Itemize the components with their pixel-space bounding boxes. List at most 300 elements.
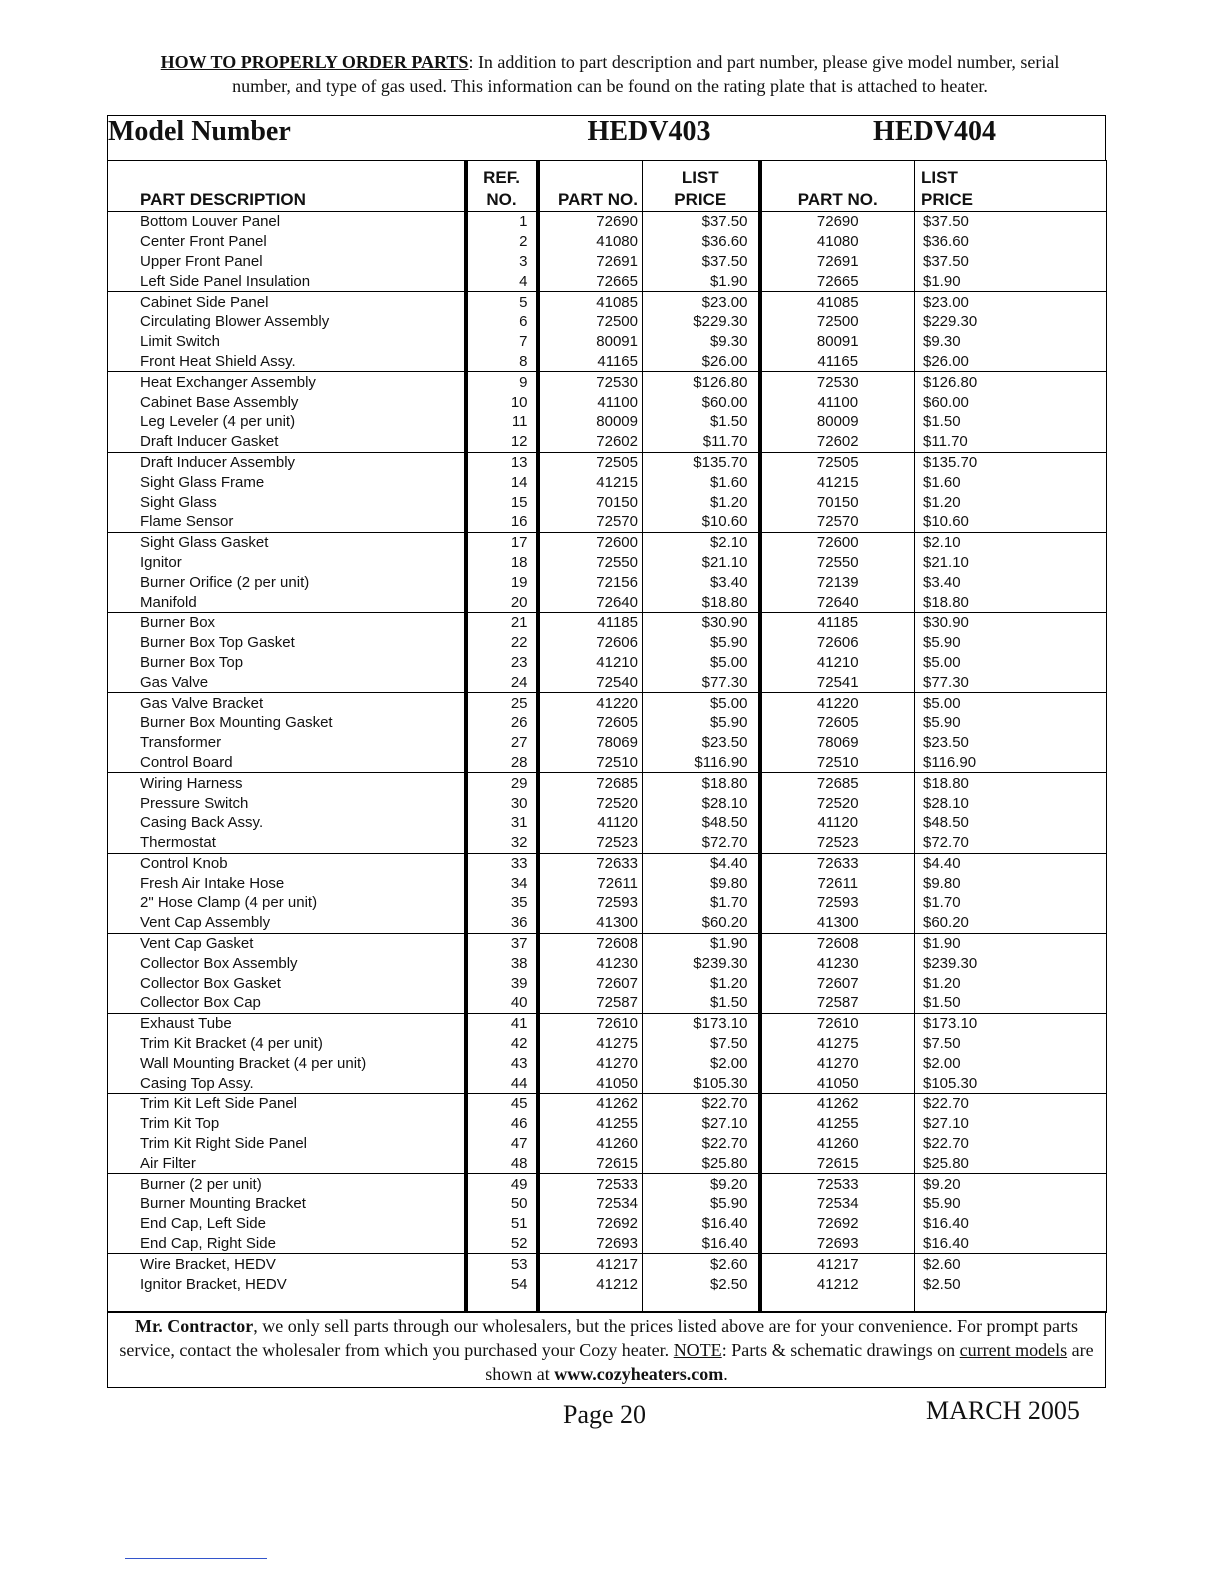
list-price-hedv404: $7.50: [915, 1034, 1107, 1054]
part-no-hedv404: 72530: [760, 372, 915, 392]
contractor-text-a: , we only sell parts through our wholesalers, but the prices listed above are for your convenience. For prompt parts service, contact the wholesaler from which you purchased your Cozy heater.: [119, 1316, 1079, 1360]
list-price-hedv404: $37.50: [915, 212, 1107, 232]
part-description: Burner (2 per unit): [108, 1174, 466, 1194]
part-no-hedv403: 78069: [538, 733, 643, 753]
part-no-hedv404: 72640: [760, 592, 915, 612]
ref-no: 22: [466, 633, 538, 653]
list-price-hedv403: $72.70: [643, 833, 760, 853]
table-row: [108, 212, 1107, 232]
part-no-hedv403: 72505: [538, 452, 643, 472]
part-no-hedv403: 72640: [538, 592, 643, 612]
part-description: Gas Valve Bracket: [108, 693, 466, 713]
website-link[interactable]: www.cozyheaters.com: [554, 1364, 724, 1384]
part-description: Vent Cap Gasket: [108, 933, 466, 953]
list-price-hedv403: $11.70: [643, 432, 760, 452]
spacer-cell: [760, 1294, 915, 1313]
part-description: Casing Top Assy.: [108, 1073, 466, 1093]
ref-no: 39: [466, 973, 538, 993]
ref-no: 32: [466, 833, 538, 853]
list-price-hedv403: $1.50: [643, 412, 760, 432]
ref-no: 1: [466, 212, 538, 232]
part-no-hedv404: 41270: [760, 1053, 915, 1073]
part-description: Ignitor: [108, 553, 466, 573]
table-row: [108, 913, 1107, 933]
table-row: [108, 472, 1107, 492]
part-no-hedv404: 41050: [760, 1073, 915, 1093]
table-row: [108, 1254, 1107, 1274]
list-price-hedv403: $2.60: [643, 1254, 760, 1274]
part-no-hedv404: 41185: [760, 612, 915, 632]
ordering-instructions-text-1: : In addition to part description and part number, please give model number, serial: [468, 52, 1060, 72]
list-price-hedv404: $18.80: [915, 773, 1107, 793]
list-price-hedv404: $1.50: [915, 412, 1107, 432]
table-row: [108, 1013, 1107, 1033]
ref-no: 45: [466, 1094, 538, 1114]
part-no-hedv404: 72593: [760, 893, 915, 913]
list-price-hedv404: $1.70: [915, 893, 1107, 913]
table-row: [108, 633, 1107, 653]
list-price-hedv403: $2.10: [643, 532, 760, 552]
part-no-hedv403: 41220: [538, 693, 643, 713]
part-no-hedv403: 41215: [538, 472, 643, 492]
ref-no: 7: [466, 332, 538, 352]
list-price-hedv403: $5.00: [643, 693, 760, 713]
part-description: Trim Kit Top: [108, 1114, 466, 1134]
ref-no: 21: [466, 612, 538, 632]
ordering-instructions-text-2: number, and type of gas used. This information can be found on the rating plate that is attached to heater.: [232, 76, 988, 96]
table-row: [108, 372, 1107, 392]
list-price-hedv404: $1.50: [915, 993, 1107, 1013]
list-price-hedv403: $23.00: [643, 292, 760, 312]
part-no-hedv404: 41080: [760, 232, 915, 252]
list-price-hedv404: $23.50: [915, 733, 1107, 753]
ref-no: 9: [466, 372, 538, 392]
part-no-hedv403: 41260: [538, 1134, 643, 1154]
list-price-hedv403: $5.90: [643, 633, 760, 653]
parts-table: [107, 160, 1107, 1313]
list-price-hedv403: $1.20: [643, 492, 760, 512]
part-description: Vent Cap Assembly: [108, 913, 466, 933]
table-row: [108, 773, 1107, 793]
list-price-hedv404: $116.90: [915, 753, 1107, 773]
part-description: Front Heat Shield Assy.: [108, 352, 466, 372]
part-no-hedv404: 72665: [760, 271, 915, 291]
part-no-hedv403: 72500: [538, 312, 643, 332]
part-description: Collector Box Assembly: [108, 953, 466, 973]
ref-no: 17: [466, 532, 538, 552]
ref-no: 43: [466, 1053, 538, 1073]
ref-no: 41: [466, 1013, 538, 1033]
part-no-hedv404: 41300: [760, 913, 915, 933]
part-no-hedv404: 72570: [760, 512, 915, 532]
part-no-hedv404: 72693: [760, 1234, 915, 1254]
part-description: Cabinet Base Assembly: [108, 392, 466, 412]
part-no-hedv403: 41100: [538, 392, 643, 412]
part-no-hedv403: 72156: [538, 572, 643, 592]
list-price-hedv404: $10.60: [915, 512, 1107, 532]
part-no-hedv403: 41300: [538, 913, 643, 933]
part-no-hedv404: 72690: [760, 212, 915, 232]
list-price-hedv403: $30.90: [643, 612, 760, 632]
part-no-hedv404: 72607: [760, 973, 915, 993]
table-row: [108, 312, 1107, 332]
part-no-hedv404: 72534: [760, 1194, 915, 1214]
list-price-hedv404: $36.60: [915, 232, 1107, 252]
part-no-hedv403: 41255: [538, 1114, 643, 1134]
part-description: Casing Back Assy.: [108, 813, 466, 833]
part-no-hedv404: 41275: [760, 1034, 915, 1054]
list-price-hedv403: $77.30: [643, 672, 760, 692]
list-price-hedv403: $5.00: [643, 653, 760, 673]
part-no-hedv404: 72505: [760, 452, 915, 472]
ref-no: 6: [466, 312, 538, 332]
part-no-hedv403: 72615: [538, 1153, 643, 1173]
list-price-hedv404: $72.70: [915, 833, 1107, 853]
table-row: [108, 412, 1107, 432]
ref-no: 3: [466, 252, 538, 272]
part-no-hedv404: 72600: [760, 532, 915, 552]
ref-no: 26: [466, 713, 538, 733]
list-price-hedv403: $10.60: [643, 512, 760, 532]
part-description: Left Side Panel Insulation: [108, 271, 466, 291]
list-price-hedv403: $21.10: [643, 553, 760, 573]
part-no-hedv403: 80091: [538, 332, 643, 352]
current-models-text: current models: [959, 1340, 1068, 1360]
ref-no: 24: [466, 672, 538, 692]
part-description: Pressure Switch: [108, 793, 466, 813]
list-price-hedv403: $60.20: [643, 913, 760, 933]
list-price-hedv404: $2.50: [915, 1274, 1107, 1294]
list-price-hedv403: $5.90: [643, 1194, 760, 1214]
contractor-note: [107, 1311, 1106, 1388]
list-price-hedv404: $9.30: [915, 332, 1107, 352]
list-price-hedv403: $27.10: [643, 1114, 760, 1134]
decorative-rule: [125, 1558, 267, 1559]
list-price-hedv403: $23.50: [643, 733, 760, 753]
part-description: Circulating Blower Assembly: [108, 312, 466, 332]
part-no-hedv404: 72520: [760, 793, 915, 813]
list-price-hedv404: $3.40: [915, 572, 1107, 592]
list-price-hedv403: $37.50: [643, 212, 760, 232]
page-date: MARCH 2005: [926, 1396, 1080, 1425]
table-row: [108, 953, 1107, 973]
part-no-hedv403: 72690: [538, 212, 643, 232]
part-no-hedv404: 72550: [760, 553, 915, 573]
ref-no: 53: [466, 1254, 538, 1274]
part-description: Burner Orifice (2 per unit): [108, 572, 466, 592]
ref-no: 48: [466, 1153, 538, 1173]
list-price-hedv403: $1.20: [643, 973, 760, 993]
table-row: [108, 733, 1107, 753]
table-row: [108, 1094, 1107, 1114]
ref-no: 13: [466, 452, 538, 472]
ref-no: 54: [466, 1274, 538, 1294]
list-price-hedv403: $1.90: [643, 271, 760, 291]
list-price-hedv404: $37.50: [915, 252, 1107, 272]
part-no-hedv403: 72602: [538, 432, 643, 452]
col-part-no-hedv404: PART NO.: [760, 161, 915, 212]
ref-no: 35: [466, 893, 538, 913]
model-number-label: Model Number: [108, 116, 291, 147]
list-price-hedv404: $5.90: [915, 713, 1107, 733]
table-row: [108, 271, 1107, 291]
part-description: Burner Box Top Gasket: [108, 633, 466, 653]
part-description: Sight Glass: [108, 492, 466, 512]
part-description: Draft Inducer Gasket: [108, 432, 466, 452]
part-no-hedv403: 72530: [538, 372, 643, 392]
ref-no: 37: [466, 933, 538, 953]
part-no-hedv404: 80091: [760, 332, 915, 352]
part-description: Wire Bracket, HEDV: [108, 1254, 466, 1274]
list-price-hedv403: $7.50: [643, 1034, 760, 1054]
part-description: Fresh Air Intake Hose: [108, 873, 466, 893]
list-price-hedv404: $9.80: [915, 873, 1107, 893]
part-description: Center Front Panel: [108, 232, 466, 252]
table-row: [108, 1073, 1107, 1093]
ordering-instructions: [110, 50, 1110, 98]
list-price-hedv403: $239.30: [643, 953, 760, 973]
table-row: [108, 553, 1107, 573]
part-description: Air Filter: [108, 1153, 466, 1173]
part-no-hedv404: 41100: [760, 392, 915, 412]
part-no-hedv404: 72139: [760, 572, 915, 592]
list-price-hedv403: $3.40: [643, 572, 760, 592]
list-price-hedv403: $26.00: [643, 352, 760, 372]
part-description: Burner Box: [108, 612, 466, 632]
part-description: Collector Box Cap: [108, 993, 466, 1013]
ref-no: 25: [466, 693, 538, 713]
part-description: Trim Kit Right Side Panel: [108, 1134, 466, 1154]
part-no-hedv403: 72611: [538, 873, 643, 893]
table-row: [108, 532, 1107, 552]
table-row: [108, 1194, 1107, 1214]
part-description: Wiring Harness: [108, 773, 466, 793]
part-no-hedv403: 72605: [538, 713, 643, 733]
part-no-hedv403: 41210: [538, 653, 643, 673]
part-no-hedv403: 72692: [538, 1214, 643, 1234]
list-price-hedv404: $23.00: [915, 292, 1107, 312]
part-no-hedv403: 72534: [538, 1194, 643, 1214]
part-no-hedv404: 41210: [760, 653, 915, 673]
note-label: NOTE: [673, 1340, 722, 1360]
part-no-hedv403: 72593: [538, 893, 643, 913]
table-row: [108, 1034, 1107, 1054]
part-no-hedv403: 70150: [538, 492, 643, 512]
part-description: End Cap, Right Side: [108, 1234, 466, 1254]
part-no-hedv404: 72615: [760, 1153, 915, 1173]
part-no-hedv404: 41215: [760, 472, 915, 492]
part-no-hedv404: 72602: [760, 432, 915, 452]
ref-no: 15: [466, 492, 538, 512]
part-no-hedv404: 70150: [760, 492, 915, 512]
contractor-text-c: are shown at: [485, 1340, 1094, 1384]
part-no-hedv404: 72608: [760, 933, 915, 953]
ref-no: 8: [466, 352, 538, 372]
list-price-hedv404: $126.80: [915, 372, 1107, 392]
ref-no: 19: [466, 572, 538, 592]
ref-no: 42: [466, 1034, 538, 1054]
ref-no: 16: [466, 512, 538, 532]
list-price-hedv404: $25.80: [915, 1153, 1107, 1173]
part-description: Control Knob: [108, 853, 466, 873]
list-price-hedv404: $1.60: [915, 472, 1107, 492]
table-row: [108, 1134, 1107, 1154]
list-price-hedv404: $4.40: [915, 853, 1107, 873]
part-description: Leg Leveler (4 per unit): [108, 412, 466, 432]
table-row: [108, 873, 1107, 893]
part-no-hedv404: 41230: [760, 953, 915, 973]
part-no-hedv404: 41085: [760, 292, 915, 312]
part-no-hedv403: 41185: [538, 612, 643, 632]
part-no-hedv403: 72510: [538, 753, 643, 773]
part-no-hedv404: 72606: [760, 633, 915, 653]
part-no-hedv404: 72610: [760, 1013, 915, 1033]
part-no-hedv403: 72533: [538, 1174, 643, 1194]
table-row: [108, 993, 1107, 1013]
ref-no: 5: [466, 292, 538, 312]
part-description: Manifold: [108, 592, 466, 612]
part-no-hedv404: 41255: [760, 1114, 915, 1134]
list-price-hedv404: $5.00: [915, 693, 1107, 713]
part-no-hedv404: 72510: [760, 753, 915, 773]
part-description: Flame Sensor: [108, 512, 466, 532]
table-row: [108, 672, 1107, 692]
part-no-hedv404: 41217: [760, 1254, 915, 1274]
part-no-hedv404: 72533: [760, 1174, 915, 1194]
part-description: Sight Glass Frame: [108, 472, 466, 492]
part-no-hedv404: 41212: [760, 1274, 915, 1294]
table-row: [108, 292, 1107, 312]
part-no-hedv403: 41230: [538, 953, 643, 973]
table-row: [108, 893, 1107, 913]
part-no-hedv404: 72587: [760, 993, 915, 1013]
table-row: [108, 1174, 1107, 1194]
part-no-hedv404: 72541: [760, 672, 915, 692]
list-price-hedv403: $25.80: [643, 1153, 760, 1173]
table-row: [108, 1053, 1107, 1073]
table-row: [108, 432, 1107, 452]
part-no-hedv403: 72600: [538, 532, 643, 552]
part-no-hedv404: 72605: [760, 713, 915, 733]
table-row: [108, 612, 1107, 632]
part-no-hedv403: 72587: [538, 993, 643, 1013]
list-price-hedv403: $22.70: [643, 1134, 760, 1154]
part-no-hedv404: 72691: [760, 252, 915, 272]
ref-no: 49: [466, 1174, 538, 1194]
col-part-description: PART DESCRIPTION: [108, 161, 466, 212]
table-row: [108, 1114, 1107, 1134]
table-row: [108, 853, 1107, 873]
table-row: [108, 352, 1107, 372]
list-price-hedv404: $77.30: [915, 672, 1107, 692]
list-price-hedv403: $37.50: [643, 252, 760, 272]
list-price-hedv404: $16.40: [915, 1214, 1107, 1234]
table-row: [108, 392, 1107, 412]
list-price-hedv403: $173.10: [643, 1013, 760, 1033]
part-description: Upper Front Panel: [108, 252, 466, 272]
list-price-hedv403: $1.60: [643, 472, 760, 492]
part-no-hedv404: 41220: [760, 693, 915, 713]
ref-no: 30: [466, 793, 538, 813]
part-no-hedv403: 72606: [538, 633, 643, 653]
ref-no: 38: [466, 953, 538, 973]
part-description: Thermostat: [108, 833, 466, 853]
table-row: [108, 572, 1107, 592]
ref-no: 28: [466, 753, 538, 773]
part-description: Trim Kit Left Side Panel: [108, 1094, 466, 1114]
contractor-label: Mr. Contractor: [134, 1316, 254, 1336]
table-row: [108, 753, 1107, 773]
table-row: [108, 1234, 1107, 1254]
list-price-hedv404: $21.10: [915, 553, 1107, 573]
list-price-hedv403: $60.00: [643, 392, 760, 412]
col-list-price-hedv404: LIST PRICE: [915, 161, 1107, 212]
list-price-hedv403: $1.50: [643, 993, 760, 1013]
part-no-hedv404: 72523: [760, 833, 915, 853]
part-description: Burner Mounting Bracket: [108, 1194, 466, 1214]
part-no-hedv404: 41120: [760, 813, 915, 833]
part-no-hedv403: 72610: [538, 1013, 643, 1033]
spacer-cell: [466, 1294, 538, 1313]
ref-no: 47: [466, 1134, 538, 1154]
ref-no: 10: [466, 392, 538, 412]
part-no-hedv403: 41085: [538, 292, 643, 312]
list-price-hedv403: $22.70: [643, 1094, 760, 1114]
contractor-text-end: .: [723, 1364, 728, 1384]
list-price-hedv404: $239.30: [915, 953, 1107, 973]
list-price-hedv404: $2.10: [915, 532, 1107, 552]
ref-no: 50: [466, 1194, 538, 1214]
table-row: [108, 713, 1107, 733]
part-description: Gas Valve: [108, 672, 466, 692]
model-hedv404: HEDV404: [873, 116, 996, 147]
ordering-instructions-heading: HOW TO PROPERLY ORDER PARTS: [160, 52, 469, 72]
part-description: Burner Box Top: [108, 653, 466, 673]
part-no-hedv404: 72611: [760, 873, 915, 893]
part-no-hedv403: 72633: [538, 853, 643, 873]
list-price-hedv404: $48.50: [915, 813, 1107, 833]
list-price-hedv403: $116.90: [643, 753, 760, 773]
part-no-hedv403: 80009: [538, 412, 643, 432]
table-row: [108, 933, 1107, 953]
spacer-cell: [538, 1294, 643, 1313]
table-row: [108, 592, 1107, 612]
ref-no: 4: [466, 271, 538, 291]
ref-no: 23: [466, 653, 538, 673]
table-row: [108, 1214, 1107, 1234]
table-row: [108, 1153, 1107, 1173]
list-price-hedv403: $28.10: [643, 793, 760, 813]
table-row: [108, 512, 1107, 532]
part-no-hedv404: 41260: [760, 1134, 915, 1154]
part-no-hedv404: 78069: [760, 733, 915, 753]
list-price-hedv404: $1.20: [915, 973, 1107, 993]
list-price-hedv403: $2.50: [643, 1274, 760, 1294]
list-price-hedv403: $4.40: [643, 853, 760, 873]
list-price-hedv403: $229.30: [643, 312, 760, 332]
part-description: Burner Box Mounting Gasket: [108, 713, 466, 733]
list-price-hedv403: $2.00: [643, 1053, 760, 1073]
model-hedv403: HEDV403: [587, 116, 711, 147]
part-description: Transformer: [108, 733, 466, 753]
table-row: [108, 252, 1107, 272]
ref-no: 14: [466, 472, 538, 492]
list-price-hedv404: $5.90: [915, 633, 1107, 653]
list-price-hedv403: $1.90: [643, 933, 760, 953]
part-no-hedv404: 41165: [760, 352, 915, 372]
part-no-hedv404: 41262: [760, 1094, 915, 1114]
list-price-hedv404: $22.70: [915, 1134, 1107, 1154]
